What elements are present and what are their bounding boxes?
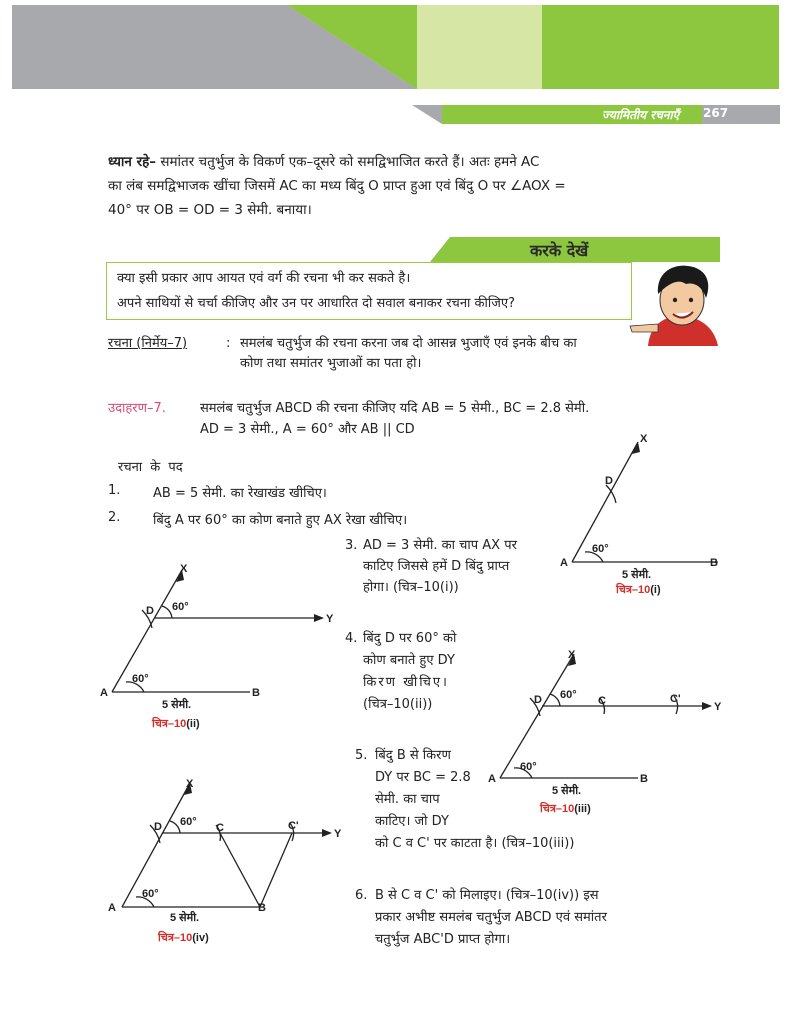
try-line-1: क्या इसी प्रकार आप आयत एवं वर्ग की रचना भी कर सकते है।	[117, 271, 411, 286]
step-4-number: 4.	[345, 631, 358, 646]
fig1-angle: 60°	[592, 543, 609, 555]
fig2-angle-d: 60°	[172, 601, 189, 613]
steps-heading: रचना के पद	[118, 460, 183, 475]
step-5-line-5: को C व C' पर काटता है। (चित्र–10(iii))	[375, 836, 575, 851]
fig3-label-x: X	[568, 649, 576, 661]
step-3-line-3: होगा। (चित्र–10(i))	[363, 580, 459, 595]
step-6-number: 6.	[355, 888, 368, 903]
fig3-caption-num: (iii)	[574, 803, 591, 815]
fig2-label-b: B	[252, 687, 260, 699]
example-label: उदाहरण–7.	[108, 401, 166, 416]
example-line-1: समलंब चतुर्भुज ABCD की रचना कीजिए यदि AB = 5 सेमी., BC = 2.8 सेमी.	[200, 401, 590, 416]
try-box	[106, 262, 632, 320]
fig1-label-a: A	[560, 557, 568, 569]
fig2-label-a: A	[100, 687, 108, 699]
fig4-length: 5 सेमी.	[170, 912, 200, 924]
note-text-1: समांतर चतुर्भुज के विकर्ण एक–दूसरे को समद्विभाजित करते हैं। अतः हमने AC	[160, 154, 540, 170]
construction-colon: :	[226, 336, 231, 351]
step-2-number: 2.	[108, 510, 121, 525]
construction-label: रचना (निर्मेय–7)	[108, 336, 188, 351]
fig1-label-x: X	[640, 433, 648, 445]
fig3-angle-d: 60°	[560, 689, 577, 701]
step-6-line-1: B से C व C' को मिलाइए। (चित्र–10(iv)) इस	[375, 888, 599, 903]
running-header	[412, 105, 780, 124]
figure-10-iii	[488, 648, 733, 823]
fig4-label-c: C	[216, 822, 224, 834]
fig4-caption	[157, 930, 209, 944]
fig1-label-d: D	[605, 475, 613, 487]
fig3-caption-word: चित्र–10	[540, 803, 575, 815]
fig4-angle-a: 60°	[142, 888, 159, 900]
figure-10-ii	[100, 562, 340, 737]
step-1-number: 1.	[108, 483, 121, 498]
step-4-line-1: बिंदु D पर 60° को	[363, 631, 457, 646]
step-4-line-3: किरण खीचिए।	[363, 675, 449, 690]
figure-10-i	[560, 430, 730, 600]
fig3-label-c-prime: C'	[670, 693, 681, 705]
fig4-label-x: X	[186, 778, 194, 790]
fig2-caption-word: चित्र–10	[152, 718, 187, 730]
try-line-2: अपने साथियों से चर्चा कीजिए और उन पर आधारित दो सवाल बनाकर रचना कीजिए?	[117, 296, 515, 311]
fig1-caption-num: (i)	[650, 584, 661, 596]
construction-line-1: समलंब चतुर्भुज की रचना करना जब दो आसन्न भुजाएँ एवं इनके बीच का	[240, 336, 577, 351]
fig2-label-y: Y	[326, 613, 334, 625]
step-5-number: 5.	[355, 748, 368, 763]
fig1-caption	[615, 582, 661, 596]
step-1-text: AB = 5 सेमी. का रेखाखंड खीचिए।	[153, 486, 327, 501]
page-number: 267	[703, 106, 729, 120]
step-6-line-3: चतुर्भुज ABC'D प्राप्त होगा।	[375, 932, 511, 947]
fig1-length: 5 सेमी.	[622, 569, 652, 581]
fig3-label-y: Y	[714, 701, 722, 713]
fig4-label-a: A	[108, 902, 116, 914]
fig2-label-d: D	[146, 605, 154, 617]
figure-10-iv	[108, 775, 348, 950]
step-5-line-4: काटिए। जो DY	[375, 814, 449, 829]
step-3-number: 3.	[345, 538, 358, 553]
step-3-line-1: AD = 3 सेमी. का चाप AX पर	[363, 538, 517, 553]
construction-line-2: कोण तथा समांतर भुजाओं का पता हो।	[240, 356, 422, 371]
step-4-line-4: (चित्र–10(ii))	[363, 697, 433, 712]
step-5-line-2: DY पर BC = 2.8	[375, 770, 471, 785]
fig2-length: 5 सेमी.	[162, 699, 192, 711]
fig3-caption	[539, 801, 591, 815]
note-line-3: 40° पर OB = OD = 3 सेमी. बनाया।	[108, 202, 312, 218]
fig4-label-c-prime: C'	[288, 820, 299, 832]
boy-illustration-svg	[628, 260, 724, 346]
fig3-label-a: A	[488, 773, 496, 785]
fig3-angle-a: 60°	[520, 761, 537, 773]
fig3-label-b: B	[640, 773, 648, 785]
fig3-label-d: D	[534, 694, 542, 706]
step-3-line-2: काटिए जिससे हमें D बिंदु प्राप्त	[363, 559, 510, 574]
example-line-2: AD = 3 सेमी., A = 60° और AB || CD	[200, 422, 415, 437]
fig1-caption-word: चित्र–10	[616, 584, 651, 596]
fig2-angle-a: 60°	[132, 673, 149, 685]
step-4-line-2: कोण बनाते हुए DY	[363, 653, 455, 668]
fig4-caption-word: चित्र–10	[158, 932, 193, 944]
try-banner	[430, 237, 720, 262]
note-lead: ध्यान रहे–	[108, 154, 157, 170]
fig2-caption-num: (ii)	[186, 718, 200, 730]
try-banner-title: करके देखें	[530, 241, 589, 260]
fig3-length: 5 सेमी.	[552, 785, 582, 797]
note-paragraph	[108, 150, 748, 222]
step-5-line-3: सेमी. का चाप	[375, 792, 440, 807]
boy-illustration	[628, 260, 724, 346]
step-2-text: बिंदु A पर 60° का कोण बनाते हुए AX रेखा खीचिए।	[153, 513, 408, 528]
note-line-2: का लंब समद्विभाजक खींचा जिसमें AC का मध्य बिंदु O प्राप्त हुआ एवं बिंदु O पर ∠AOX =	[108, 178, 566, 194]
fig4-caption-num: (iv)	[192, 932, 209, 944]
header-banner-shapes	[12, 5, 779, 89]
fig4-angle-d: 60°	[180, 816, 197, 828]
chapter-title: ज्यामितीय रचनाएँ	[602, 108, 680, 122]
fig4-label-b: B	[258, 902, 266, 914]
fig2-label-x: X	[180, 563, 188, 575]
fig3-label-c: C	[598, 695, 606, 707]
fig1-label-b: B	[710, 557, 718, 569]
header-banner	[12, 5, 779, 89]
fig4-label-y: Y	[334, 828, 342, 840]
note-line-1	[108, 150, 748, 174]
step-5-line-1: बिंदु B से किरण	[375, 748, 451, 763]
step-6-line-2: प्रकार अभीष्ट समलंब चतुर्भुज ABCD एवं समांतर	[375, 910, 607, 925]
fig2-caption	[151, 716, 200, 730]
fig4-label-d: D	[154, 821, 162, 833]
